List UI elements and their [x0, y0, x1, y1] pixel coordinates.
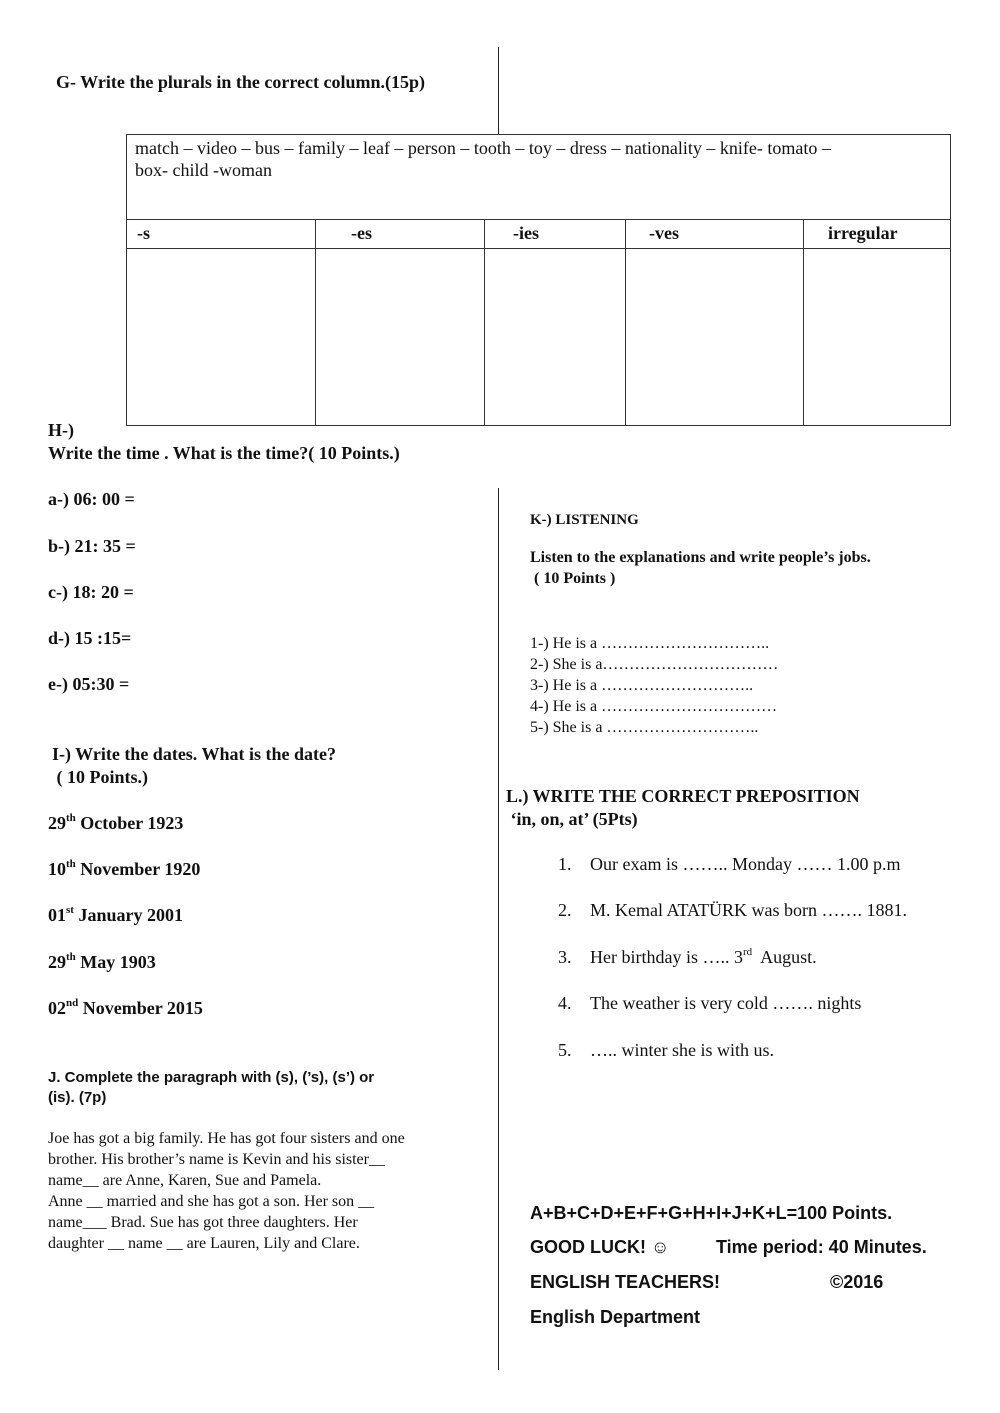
jobs-list-item-5: 5-) She is a ……………………….. — [530, 719, 759, 736]
column-header-irregular: irregular — [828, 223, 898, 243]
item-number: 5. — [558, 1040, 572, 1060]
preposition-item-1 — [558, 854, 900, 875]
item-sup: rd — [742, 946, 753, 958]
item-text: Her birthday is ….. 3 — [590, 947, 743, 967]
paragraph-line: daughter __ name __ are Lauren, Lily and Clare. — [48, 1235, 360, 1252]
plurals-table — [126, 134, 951, 426]
time-item-e: e-) 05:30 = — [48, 674, 130, 694]
time-item-a: a-) 06: 00 = — [48, 489, 135, 509]
footer-department: English Department — [530, 1307, 701, 1327]
date-item-3 — [48, 905, 183, 926]
jobs-list-item-4: 4-) He is a …………………………… — [530, 698, 778, 715]
jobs-list — [530, 633, 778, 738]
section-l-title: L.) WRITE THE CORRECT PREPOSITION — [506, 786, 860, 806]
preposition-item-2 — [558, 900, 907, 921]
preposition-item-3 — [558, 947, 817, 968]
paragraph — [48, 1128, 478, 1254]
section-j-points: (is). (7p) — [48, 1089, 107, 1106]
footer-time-period: Time period: 40 Minutes. — [716, 1237, 927, 1257]
footer-teachers: ENGLISH TEACHERS! — [530, 1272, 721, 1292]
word-list-line-2: box- child -woman — [135, 160, 272, 180]
column-divider-line — [498, 488, 499, 1370]
date-item-1 — [48, 813, 183, 834]
item-number: 1. — [558, 854, 572, 874]
footer-copyright: ©2016 — [830, 1272, 884, 1292]
date-item-2 — [48, 859, 200, 880]
footer-good-luck: GOOD LUCK! ☺ — [530, 1237, 670, 1257]
date-rest: November 2015 — [78, 998, 203, 1018]
section-h-title: Write the time . What is the time?( 10 Points.) — [48, 443, 400, 463]
preposition-item-4 — [558, 993, 861, 1014]
time-item-b: b-) 21: 35 = — [48, 536, 136, 556]
word-list-box — [127, 135, 950, 220]
date-item-4 — [48, 952, 156, 973]
jobs-list-item-2: 2-) She is a…………………………… — [530, 656, 779, 673]
footer-total: A+B+C+D+E+F+G+H+I+J+K+L=100 Points. — [530, 1203, 893, 1223]
date-suffix: st — [66, 904, 74, 916]
date-suffix: nd — [66, 997, 79, 1009]
item-text: M. Kemal ATATÜRK was born ……. 1881. — [590, 900, 908, 920]
paragraph-line: brother. His brother’s name is Kevin and his sister__ — [48, 1151, 385, 1168]
item-number: 4. — [558, 993, 572, 1013]
paragraph-line: name___ Brad. Sue has got three daughters. Her — [48, 1214, 358, 1231]
item-number: 2. — [558, 900, 572, 920]
section-i-points: ( 10 Points.) — [52, 767, 148, 787]
section-g-title: G- Write the plurals in the correct column.(15p) — [56, 72, 425, 92]
date-day: 10 — [48, 859, 66, 879]
date-item-5 — [48, 998, 203, 1019]
section-k-title: K-) LISTENING — [530, 512, 639, 528]
word-list-line-1: match – video – bus – family – leaf – person – tooth – toy – dress – nationality – knife- tomato – — [135, 138, 831, 158]
column-divider-3 — [625, 220, 626, 425]
section-k-points: ( 10 Points ) — [530, 570, 616, 587]
column-divider-4 — [803, 220, 804, 425]
time-item-d: d-) 15 :15= — [48, 628, 132, 648]
item-text: The weather is very cold ……. nights — [590, 993, 862, 1013]
column-header-es: -es — [351, 223, 372, 243]
column-divider-2 — [484, 220, 485, 425]
date-rest: May 1903 — [75, 952, 156, 972]
item-text: Our exam is …….. Monday …… 1.00 p.m — [590, 854, 901, 874]
preposition-item-5 — [558, 1040, 774, 1061]
section-h-label: H-) — [48, 420, 74, 440]
section-j-title: J. Complete the paragraph with (s), (’s), (s’) or — [48, 1069, 375, 1086]
section-k-instruction: Listen to the explanations and write people’s jobs. — [530, 549, 871, 566]
date-day: 02 — [48, 998, 66, 1018]
date-day: 01 — [48, 905, 66, 925]
jobs-list-item-1: 1-) He is a ………………………….. — [530, 635, 770, 652]
section-l-subtitle: ‘in, on, at’ (5Pts) — [506, 809, 638, 829]
column-divider-1 — [315, 220, 316, 425]
date-day: 29 — [48, 952, 66, 972]
column-header-s: -s — [137, 223, 150, 243]
jobs-list-item-3: 3-) He is a ……………………….. — [530, 677, 754, 694]
date-rest: October 1923 — [75, 813, 184, 833]
date-day: 29 — [48, 813, 66, 833]
top-divider-line — [498, 47, 499, 134]
time-item-c: c-) 18: 20 = — [48, 582, 134, 602]
item-number: 3. — [558, 947, 572, 967]
paragraph-line: name__ are Anne, Karen, Sue and Pamela. — [48, 1172, 322, 1189]
paragraph-line: Joe has got a big family. He has got four sisters and one — [48, 1130, 405, 1147]
column-header-ves: -ves — [649, 223, 679, 243]
header-row-divider — [127, 248, 950, 249]
date-rest: November 1920 — [75, 859, 201, 879]
column-header-ies: -ies — [513, 223, 539, 243]
date-rest: January 2001 — [73, 905, 183, 925]
date-suffix: th — [66, 858, 76, 870]
section-i-title: I-) Write the dates. What is the date? — [52, 744, 336, 764]
date-suffix: th — [66, 812, 76, 824]
item-text: ….. winter she is with us. — [590, 1040, 774, 1060]
paragraph-line: Anne __ married and she has got a son. Her son __ — [48, 1193, 375, 1210]
date-suffix: th — [66, 951, 76, 963]
item-text-after: August. — [752, 947, 817, 967]
